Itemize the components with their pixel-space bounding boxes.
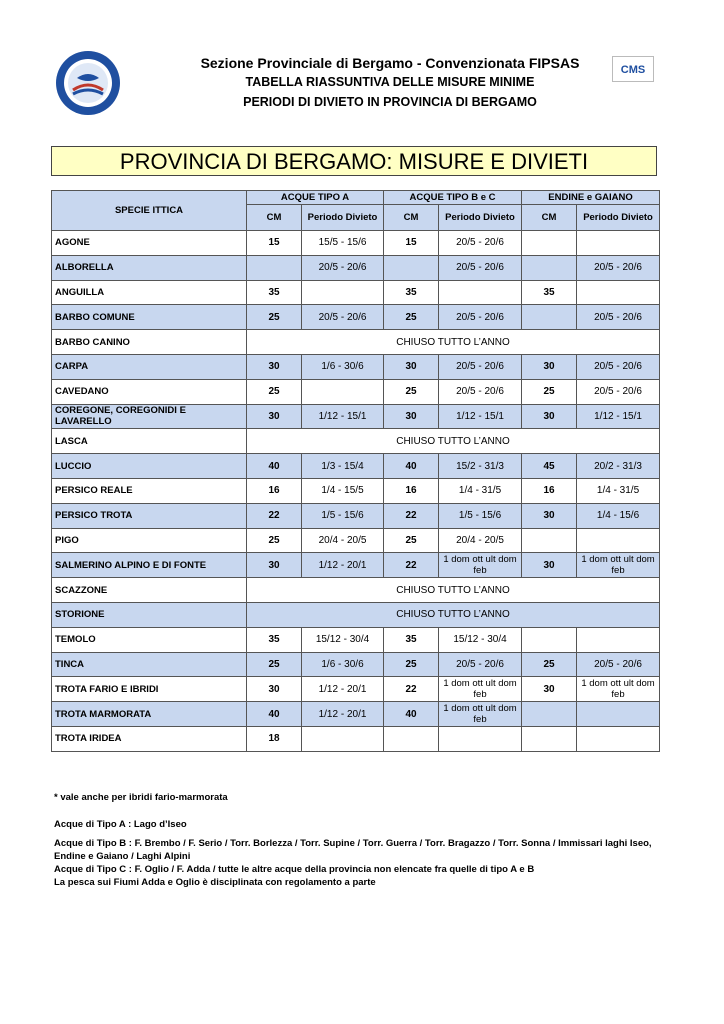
min-size-cm: 25 bbox=[247, 379, 302, 404]
min-size-cm bbox=[522, 702, 577, 727]
species-name: PERSICO REALE bbox=[52, 478, 247, 503]
min-size-cm: 30 bbox=[384, 354, 439, 379]
species-name: TROTA MARMORATA bbox=[52, 702, 247, 727]
min-size-cm bbox=[522, 305, 577, 330]
closed-period bbox=[302, 379, 384, 404]
closed-period bbox=[577, 627, 660, 652]
min-size-cm: 25 bbox=[384, 652, 439, 677]
header-subtitle: TABELLA RIASSUNTIVA DELLE MISURE MINIME bbox=[245, 75, 535, 89]
closed-period: 1/6 - 30/6 bbox=[302, 354, 384, 379]
note-line: Acque di Tipo A : Lago d’Iseo bbox=[54, 819, 187, 830]
table-row bbox=[52, 578, 660, 603]
note-line: La pesca sui Fiumi Adda e Oglio è disciplinata con regolamento a parte bbox=[54, 877, 376, 888]
species-name: BARBO COMUNE bbox=[52, 305, 247, 330]
min-size-cm: 25 bbox=[247, 528, 302, 553]
closed-period: 20/5 - 20/6 bbox=[439, 652, 522, 677]
closed-period bbox=[439, 726, 522, 751]
closed-period bbox=[439, 280, 522, 305]
species-name: SCAZZONE bbox=[52, 578, 247, 603]
closed-period: 20/5 - 20/6 bbox=[439, 379, 522, 404]
min-size-cm: 22 bbox=[384, 553, 439, 578]
closed-period: 1 dom ott ult dom feb bbox=[439, 702, 522, 727]
header-cm: CM bbox=[384, 205, 439, 231]
min-size-cm bbox=[522, 528, 577, 553]
header-subtitle-2: PERIODI DI DIVIETO IN PROVINCIA DI BERGAMO bbox=[243, 95, 537, 109]
min-size-cm: 30 bbox=[522, 553, 577, 578]
min-size-cm: 25 bbox=[522, 652, 577, 677]
min-size-cm: 35 bbox=[522, 280, 577, 305]
closed-period: 1/5 - 15/6 bbox=[302, 503, 384, 528]
min-size-cm: 25 bbox=[247, 305, 302, 330]
closed-period bbox=[577, 231, 660, 256]
closed-period bbox=[577, 702, 660, 727]
closed-period bbox=[577, 726, 660, 751]
min-size-cm: 35 bbox=[384, 280, 439, 305]
closed-all-year: CHIUSO TUTTO L’ANNO bbox=[247, 578, 660, 603]
closed-period: 20/5 - 20/6 bbox=[577, 379, 660, 404]
min-size-cm bbox=[522, 726, 577, 751]
closed-period bbox=[577, 280, 660, 305]
water-type-notes bbox=[54, 818, 654, 889]
closed-period: 20/5 - 20/6 bbox=[302, 255, 384, 280]
species-name: TROTA IRIDEA bbox=[52, 726, 247, 751]
species-name: ALBORELLA bbox=[52, 255, 247, 280]
closed-period: 20/4 - 20/5 bbox=[439, 528, 522, 553]
table-body bbox=[52, 231, 660, 752]
closed-period bbox=[302, 726, 384, 751]
closed-period: 20/5 - 20/6 bbox=[577, 354, 660, 379]
closed-period: 1 dom ott ult dom feb bbox=[577, 677, 660, 702]
min-size-cm bbox=[522, 627, 577, 652]
table-row bbox=[52, 354, 660, 379]
closed-period: 15/2 - 31/3 bbox=[439, 454, 522, 479]
min-size-cm: 16 bbox=[522, 478, 577, 503]
table-row bbox=[52, 330, 660, 355]
species-name: LASCA bbox=[52, 429, 247, 454]
cms-logo-text: CMS bbox=[620, 64, 646, 76]
table-row bbox=[52, 379, 660, 404]
header-period: Periodo Divieto bbox=[439, 205, 522, 231]
closed-period: 1/12 - 20/1 bbox=[302, 702, 384, 727]
min-size-cm: 30 bbox=[384, 404, 439, 429]
min-size-cm bbox=[522, 255, 577, 280]
header-period: Periodo Divieto bbox=[302, 205, 384, 231]
closed-period: 1/3 - 15/4 bbox=[302, 454, 384, 479]
closed-period bbox=[577, 528, 660, 553]
min-size-cm: 30 bbox=[247, 677, 302, 702]
min-size-cm: 15 bbox=[247, 231, 302, 256]
table-row bbox=[52, 677, 660, 702]
closed-period: 1/4 - 15/6 bbox=[577, 503, 660, 528]
closed-period bbox=[302, 280, 384, 305]
table-row bbox=[52, 429, 660, 454]
closed-period: 15/5 - 15/6 bbox=[302, 231, 384, 256]
min-size-cm: 30 bbox=[522, 354, 577, 379]
min-size-cm: 16 bbox=[384, 478, 439, 503]
table-row bbox=[52, 478, 660, 503]
min-size-cm: 25 bbox=[522, 379, 577, 404]
table-row bbox=[52, 503, 660, 528]
closed-period: 20/2 - 31/3 bbox=[577, 454, 660, 479]
min-size-cm: 15 bbox=[384, 231, 439, 256]
closed-period: 20/5 - 20/6 bbox=[577, 652, 660, 677]
table-row bbox=[52, 404, 660, 429]
measures-table bbox=[51, 190, 660, 752]
closed-period: 20/4 - 20/5 bbox=[302, 528, 384, 553]
closed-period: 20/5 - 20/6 bbox=[439, 231, 522, 256]
species-name: CARPA bbox=[52, 354, 247, 379]
table-row bbox=[52, 454, 660, 479]
min-size-cm: 25 bbox=[384, 379, 439, 404]
species-name: CAVEDANO bbox=[52, 379, 247, 404]
page-title: PROVINCIA DI BERGAMO: MISURE E DIVIETI bbox=[51, 146, 657, 176]
table-row bbox=[52, 305, 660, 330]
closed-period: 20/5 - 20/6 bbox=[577, 255, 660, 280]
species-name: SALMERINO ALPINO E DI FONTE bbox=[52, 553, 247, 578]
min-size-cm: 25 bbox=[247, 652, 302, 677]
min-size-cm: 22 bbox=[384, 677, 439, 702]
table-row bbox=[52, 627, 660, 652]
min-size-cm bbox=[384, 726, 439, 751]
min-size-cm: 16 bbox=[247, 478, 302, 503]
header-title: Sezione Provinciale di Bergamo - Convenzionata FIPSAS bbox=[200, 55, 580, 71]
closed-period: 1/5 - 15/6 bbox=[439, 503, 522, 528]
species-name: TROTA FARIO E IBRIDI bbox=[52, 677, 247, 702]
closed-period: 1/4 - 15/5 bbox=[302, 478, 384, 503]
table-row bbox=[52, 553, 660, 578]
table-row bbox=[52, 652, 660, 677]
closed-period: 1/12 - 15/1 bbox=[577, 404, 660, 429]
species-name: COREGONE, COREGONIDI E LAVARELLO bbox=[52, 404, 247, 429]
min-size-cm: 18 bbox=[247, 726, 302, 751]
closed-period: 1/12 - 15/1 bbox=[439, 404, 522, 429]
min-size-cm: 30 bbox=[247, 354, 302, 379]
closed-period: 15/12 - 30/4 bbox=[439, 627, 522, 652]
table-row bbox=[52, 255, 660, 280]
header-endine-gaiano: ENDINE e GAIANO bbox=[522, 191, 660, 205]
note-line: Acque di Tipo B : F. Brembo / F. Serio / Torr. Borlezza / Torr. Supine / Torr. Guerra / Torr. Bragazzo / Torr. Sonna / Immissari laghi Iseo, Endine e Gaiano / Laghi Alpini bbox=[54, 838, 652, 862]
min-size-cm: 40 bbox=[384, 702, 439, 727]
closed-period: 1/4 - 31/5 bbox=[577, 478, 660, 503]
table-row bbox=[52, 231, 660, 256]
closed-period: 15/12 - 30/4 bbox=[302, 627, 384, 652]
min-size-cm: 25 bbox=[384, 305, 439, 330]
species-name: LUCCIO bbox=[52, 454, 247, 479]
table-row bbox=[52, 602, 660, 627]
closed-period: 20/5 - 20/6 bbox=[439, 305, 522, 330]
min-size-cm: 30 bbox=[522, 503, 577, 528]
closed-all-year: CHIUSO TUTTO L’ANNO bbox=[247, 429, 660, 454]
closed-period: 20/5 - 20/6 bbox=[439, 255, 522, 280]
species-name: TEMOLO bbox=[52, 627, 247, 652]
closed-period: 1/4 - 31/5 bbox=[439, 478, 522, 503]
table-row bbox=[52, 726, 660, 751]
min-size-cm: 25 bbox=[384, 528, 439, 553]
min-size-cm bbox=[247, 255, 302, 280]
min-size-cm: 35 bbox=[247, 280, 302, 305]
min-size-cm: 30 bbox=[247, 404, 302, 429]
footnote: * vale anche per ibridi fario-marmorata bbox=[54, 792, 228, 803]
min-size-cm: 40 bbox=[384, 454, 439, 479]
min-size-cm bbox=[522, 231, 577, 256]
closed-period: 20/5 - 20/6 bbox=[439, 354, 522, 379]
min-size-cm: 40 bbox=[247, 454, 302, 479]
min-size-cm bbox=[384, 255, 439, 280]
closed-all-year: CHIUSO TUTTO L’ANNO bbox=[247, 330, 660, 355]
header-species: SPECIE ITTICA bbox=[52, 191, 247, 231]
closed-period: 1/6 - 30/6 bbox=[302, 652, 384, 677]
min-size-cm: 35 bbox=[247, 627, 302, 652]
min-size-cm: 30 bbox=[522, 677, 577, 702]
min-size-cm: 22 bbox=[384, 503, 439, 528]
species-name: PIGO bbox=[52, 528, 247, 553]
closed-period: 20/5 - 20/6 bbox=[302, 305, 384, 330]
header-cm: CM bbox=[522, 205, 577, 231]
header-acque-a: ACQUE TIPO A bbox=[247, 191, 384, 205]
species-name: STORIONE bbox=[52, 602, 247, 627]
table-row bbox=[52, 702, 660, 727]
closed-period: 1/12 - 20/1 bbox=[302, 677, 384, 702]
note-line: Acque di Tipo C : F. Oglio / F. Adda / tutte le altre acque della provincia non elencate fra quelle di tipo A e B bbox=[54, 864, 535, 875]
header-period: Periodo Divieto bbox=[577, 205, 660, 231]
closed-period: 1 dom ott ult dom feb bbox=[439, 553, 522, 578]
min-size-cm: 30 bbox=[522, 404, 577, 429]
species-name: ANGUILLA bbox=[52, 280, 247, 305]
species-name: TINCA bbox=[52, 652, 247, 677]
header-cm: CM bbox=[247, 205, 302, 231]
closed-period: 1 dom ott ult dom feb bbox=[439, 677, 522, 702]
closed-all-year: CHIUSO TUTTO L’ANNO bbox=[247, 602, 660, 627]
closed-period: 1/12 - 15/1 bbox=[302, 404, 384, 429]
closed-period: 1/12 - 20/1 bbox=[302, 553, 384, 578]
header-acque-bc: ACQUE TIPO B e C bbox=[384, 191, 522, 205]
cms-logo bbox=[612, 56, 654, 82]
table-row bbox=[52, 528, 660, 553]
species-name: PERSICO TROTA bbox=[52, 503, 247, 528]
species-name: BARBO CANINO bbox=[52, 330, 247, 355]
fipsas-logo bbox=[55, 50, 121, 116]
species-name: AGONE bbox=[52, 231, 247, 256]
min-size-cm: 45 bbox=[522, 454, 577, 479]
min-size-cm: 30 bbox=[247, 553, 302, 578]
min-size-cm: 35 bbox=[384, 627, 439, 652]
min-size-cm: 22 bbox=[247, 503, 302, 528]
closed-period: 1 dom ott ult dom feb bbox=[577, 553, 660, 578]
closed-period: 20/5 - 20/6 bbox=[577, 305, 660, 330]
table-row bbox=[52, 280, 660, 305]
min-size-cm: 40 bbox=[247, 702, 302, 727]
